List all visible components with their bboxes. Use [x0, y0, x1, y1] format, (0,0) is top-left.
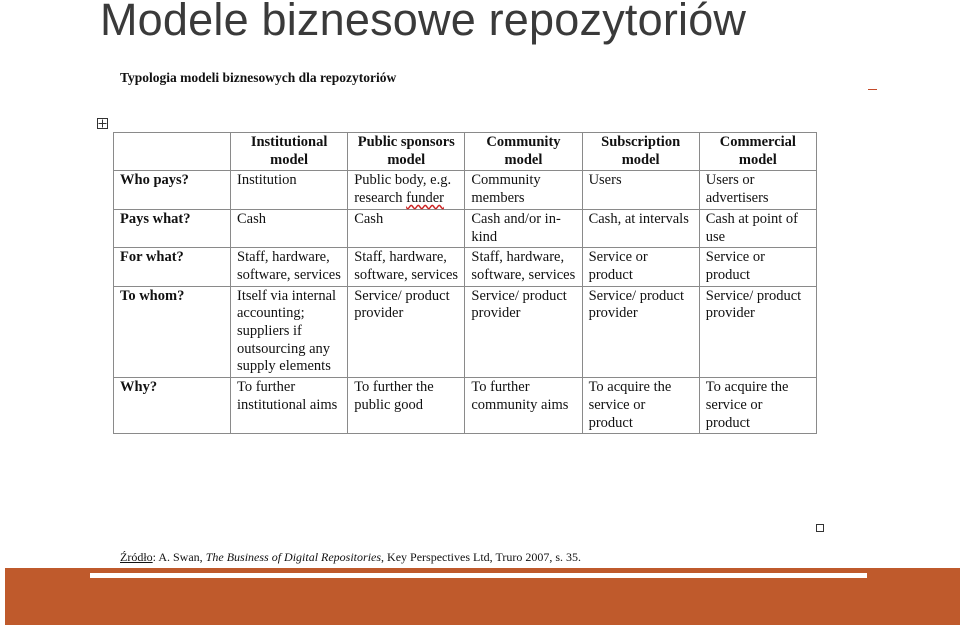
table-cell: Cash, at intervals: [582, 209, 699, 247]
footer-accent-line: [90, 573, 867, 578]
table-cell: Staff, hardware, software, services: [348, 248, 465, 286]
table-cell: Service/ product provider: [699, 286, 816, 378]
source-label: Źródło: [120, 550, 153, 564]
table-cell: Users: [582, 171, 699, 209]
table-cell: Itself via internal accounting; suppliers if outsourcing any supply elements: [231, 286, 348, 378]
table-cell: Service/ product provider: [465, 286, 582, 378]
table-row: [114, 171, 817, 209]
table-cell: Service or product: [699, 248, 816, 286]
row-label: Who pays?: [114, 171, 231, 209]
table-move-handle-icon[interactable]: [97, 118, 108, 129]
table-cell: Cash and/or in-kind: [465, 209, 582, 247]
business-models-table: [113, 132, 817, 434]
cell-text-spellcheck: Public body, e.g. research funder: [354, 172, 452, 207]
source-author: : A. Swan,: [152, 550, 206, 564]
dash-mark: [868, 89, 877, 90]
source-publisher: , Key Perspectives Ltd, Truro 2007, s. 35.: [381, 550, 582, 564]
table-cell: To acquire the service or product: [582, 378, 699, 434]
table-cell: To acquire the service or product: [699, 378, 816, 434]
table-cell: [348, 171, 465, 209]
row-label: Pays what?: [114, 209, 231, 247]
header-cell-empty: [114, 133, 231, 171]
document-heading: Typologia modeli biznesowych dla repozytoriów: [120, 70, 397, 85]
table-cell: Staff, hardware, software, services: [465, 248, 582, 286]
table-header-row: [114, 133, 817, 171]
table-cell: Staff, hardware, software, services: [231, 248, 348, 286]
header-cell: Commercial model: [699, 133, 816, 171]
header-cell: Public sponsors model: [348, 133, 465, 171]
table-cell: Community members: [465, 171, 582, 209]
table-cell: Service/ product provider: [582, 286, 699, 378]
header-cell: Community model: [465, 133, 582, 171]
table-row: [114, 248, 817, 286]
table-cell: To further institutional aims: [231, 378, 348, 434]
table-cell: Institution: [231, 171, 348, 209]
table-row: [114, 209, 817, 247]
table-cell: Service/ product provider: [348, 286, 465, 378]
table-cell: Cash: [348, 209, 465, 247]
table-cell: To further the public good: [348, 378, 465, 434]
source-book-title: The Business of Digital Repositories: [205, 550, 382, 564]
table-cell: To further community aims: [465, 378, 582, 434]
table-cell: Cash at point of use: [699, 209, 816, 247]
header-cell: Subscription model: [582, 133, 699, 171]
row-label: For what?: [114, 248, 231, 286]
row-label: To whom?: [114, 286, 231, 378]
table-row: [114, 378, 817, 434]
spellcheck-word: funder: [406, 190, 444, 207]
source-citation: [120, 550, 581, 565]
slide-title: Modele biznesowe repozytoriów: [100, 0, 747, 45]
row-label: Why?: [114, 378, 231, 434]
table-row: [114, 286, 817, 378]
table-cell: Service or product: [582, 248, 699, 286]
header-cell: Institutional model: [231, 133, 348, 171]
table-resize-handle-icon[interactable]: [816, 524, 824, 532]
table-cell: Users or advertisers: [699, 171, 816, 209]
table-cell: Cash: [231, 209, 348, 247]
